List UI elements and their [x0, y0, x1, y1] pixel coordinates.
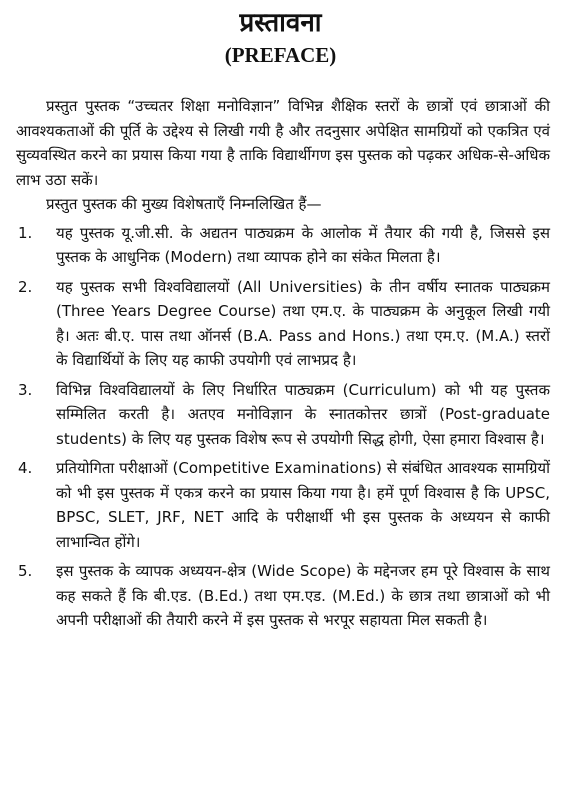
list-item-number: 4.: [18, 459, 33, 477]
list-item: [16, 456, 550, 554]
list-item: [16, 378, 550, 452]
page-title: प्रस्तावना: [239, 8, 322, 38]
list-item-text: यह पुस्तक सभी विश्वविद्यालयों (All Universities) के तीन वर्षीय स्नातक पाठ्यक्रम (Three Years Degree Course) तथा एम.ए. के पाठ्यक्रम के अनुकूल लिखी गयी है। अतः बी.ए. पास तथा ऑनर्स (B.A. Pass and Hons.) तथा एम.ए. (M.A.) स्तरों के विद्यार्थियों के लिए यह काफी उपयोगी एवं लाभप्रद है।: [56, 277, 550, 369]
document-body: [16, 94, 550, 638]
list-item-text: विभिन्न विश्वविद्यालयों के लिए निर्धारित पाठ्यक्रम (Curriculum) को भी यह पुस्तक सम्मिलित करती है। अतएव मनोविज्ञान के स्नातकोत्तर छात्रों (Post-graduate students) के लिए यह पुस्तक विशेष रूप से उपयोगी सिद्ध होगी, ऐसा हमारा विश्वास है।: [56, 380, 550, 448]
list-item-number: 1.: [18, 223, 33, 242]
feature-list: [16, 221, 550, 633]
intro-paragraph: प्रस्तुत पुस्तक “उच्चतर शिक्षा मनोविज्ञान” विभिन्न शैक्षिक स्तरों के छात्रों एवं छात्राओं की आवश्यकताओं की पूर्ति के उद्देश्य से लिखी गयी है और तदनुसार अपेक्षित सामग्रियों को एकत्रित एवं सुव्यवस्थित करने का प्रयास किया गया है ताकि विद्यार्थीगण इस पुस्तक को पढ़कर अधिक-से-अधिक लाभ उठा सकें।: [16, 97, 550, 189]
list-item: [16, 221, 550, 270]
page-subtitle: (PREFACE): [224, 43, 337, 67]
list-item-number: 5.: [18, 562, 33, 580]
list-item: [16, 275, 550, 373]
list-item-text: प्रतियोगिता परीक्षाओं (Competitive Examinations) से संबंधित आवश्यक सामग्रियों को भी इस पुस्तक में एकत्र करने का प्रयास किया गया है। हमें पूर्ण विश्वास है कि UPSC, BPSC, SLET, JRF, NET आदि के परीक्षार्थी भी इस पुस्तक के अध्ययन से काफी लाभान्वित होंगे।: [56, 459, 550, 551]
list-item-number: 3.: [18, 380, 33, 399]
list-item-text: यह पुस्तक यू.जी.सी. के अद्यतन पाठ्यक्रम के आलोक में तैयार की गयी है, जिससे इस पुस्तक के आधुनिक (Modern) तथा व्यापक होने का संकेत मिलता है।: [56, 223, 550, 266]
list-item-number: 2.: [18, 277, 33, 296]
list-item-text: इस पुस्तक के व्यापक अध्ययन-क्षेत्र (Wide Scope) के मद्देनजर हम पूरे विश्वास के साथ कह सकते हैं कि बी.एड. (B.Ed.) तथा एम.एड. (M.Ed.) के छात्र तथा छात्राओं को भी अपनी परीक्षाओं की तैयारी करने में इस पुस्तक से भरपूर सहायता मिल सकती है।: [56, 562, 550, 629]
list-item: [16, 559, 550, 633]
features-heading: प्रस्तुत पुस्तक की मुख्य विशेषताएँ निम्नलिखित हैं—: [46, 195, 322, 213]
